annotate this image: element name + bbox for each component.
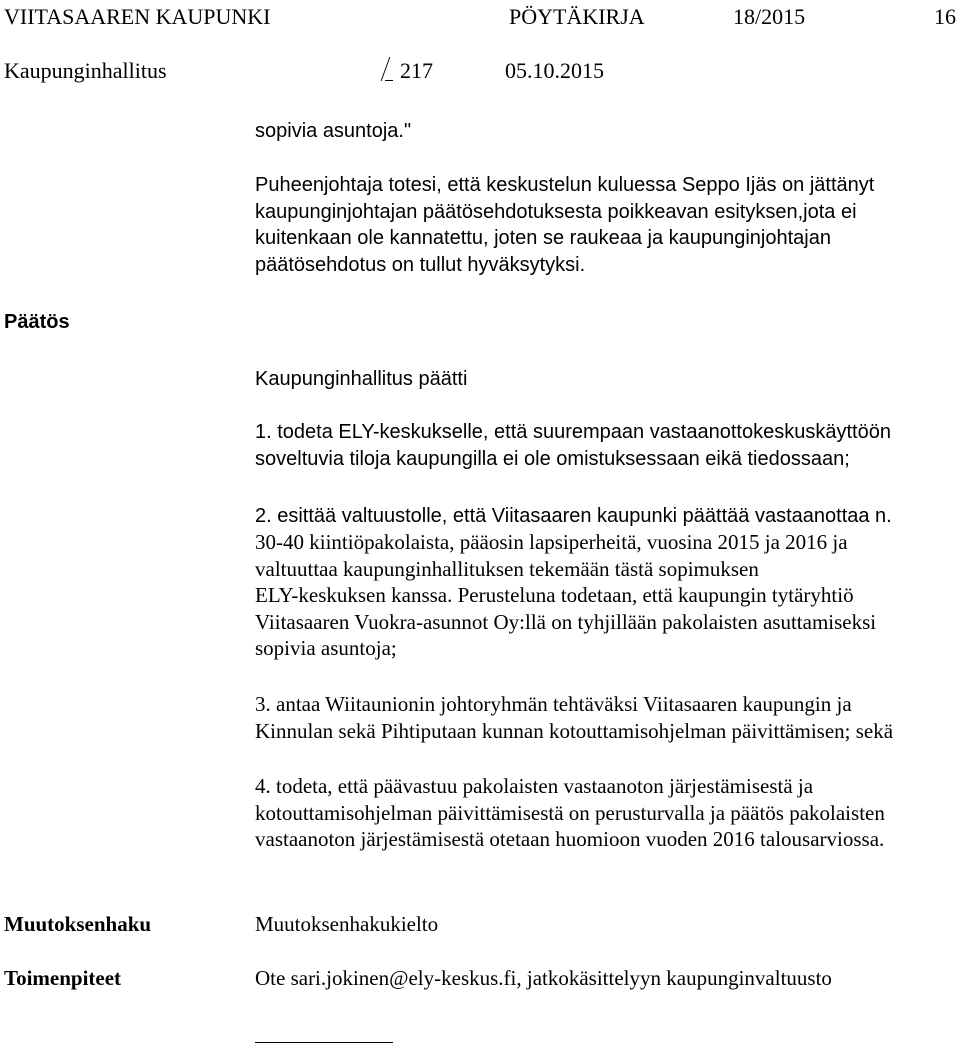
item-line: valtuuttaa kaupunginhallituksen tekemään tästä sopimuksen — [255, 556, 759, 581]
chair-line: kuitenkaan ole kannatettu, joten se raukeaa ja kaupunginjohtajan — [255, 227, 831, 249]
appeal-value: Muutoksenhakukielto — [255, 912, 439, 936]
decision-item-3 — [255, 691, 893, 744]
decision-item-2 — [255, 503, 892, 530]
section-number: 217 — [400, 58, 433, 83]
actions-value: Ote sari.jokinen@ely-keskus.fi, jatkokäsittelyyn kaupunginvaltuusto — [255, 966, 832, 990]
item-line: Kinnulan sekä Pihtiputaan kunnan kotouttamisohjelman päivittämisen; sekä — [255, 718, 894, 743]
org-name: VIITASAAREN KAUPUNKI — [4, 4, 271, 29]
decision-item-1 — [255, 419, 891, 472]
item-line: soveltuvia tiloja kaupungilla ei ole omistuksessaan eikä tiedossaan; — [255, 447, 850, 470]
chair-line: kaupunginjohtajan päätösehdotuksesta poikkeavan esityksen,jota ei — [255, 200, 857, 223]
item-line: 2. esittää valtuustolle, että Viitasaaren kaupunki päättää vastaanottaa n. — [255, 505, 892, 527]
page-number: 16 — [934, 4, 956, 29]
item-line: 30-40 kiintiöpakolaista, pääosin lapsiperheitä, vuosina 2015 ja 2016 ja — [255, 530, 848, 554]
decision-intro: Kaupunginhallitus päätti — [255, 368, 468, 390]
section-marker — [385, 57, 393, 81]
appeal-label: Muutoksenhaku — [4, 912, 152, 936]
document-type: PÖYTÄKIRJA — [509, 4, 645, 29]
item-line: 4. todeta, että päävastuu pakolaisten vastaanoton järjestämisestä ja — [255, 774, 814, 798]
chair-statement — [255, 172, 874, 278]
decision-label: Päätös — [4, 311, 70, 333]
item-line: kotouttamisohjelman päivittämisestä on perusturvalla ja päätös pakolaisten — [255, 800, 885, 825]
item-line: 3. antaa Wiitaunionin johtoryhmän tehtäväksi Viitasaaren kaupungin ja — [255, 692, 852, 716]
document-number: 18/2015 — [733, 4, 806, 29]
meeting-date: 05.10.2015 — [505, 58, 604, 83]
chair-line: päätösehdotus on tullut hyväksytyksi. — [255, 253, 586, 276]
item-line: 1. todeta ELY-keskukselle, että suurempaan vastaanottokeskuskäyttöön — [255, 421, 891, 443]
decision-item-2-continued — [255, 529, 876, 662]
decision-item-4 — [255, 773, 885, 853]
actions-label: Toimenpiteet — [4, 966, 122, 990]
item-line: Viitasaaren Vuokra-asunnot Oy:llä on tyhjillään pakolaisten asuttamiseksi — [255, 609, 877, 634]
item-line: sopivia asuntoja; — [255, 636, 397, 660]
signature-line — [255, 1042, 393, 1043]
item-line: vastaanoton järjestämisestä otetaan huomioon vuoden 2016 talousarviossa. — [255, 827, 885, 851]
governing-body: Kaupunginhallitus — [4, 58, 167, 83]
continuation-text: sopivia asuntoja." — [255, 120, 412, 142]
item-line: ELY-keskuksen kanssa. Perusteluna todetaan, että kaupungin tytäryhtiö — [255, 583, 854, 607]
chair-line: Puheenjohtaja totesi, että keskustelun kuluessa Seppo Ijäs on jättänyt — [255, 174, 875, 196]
